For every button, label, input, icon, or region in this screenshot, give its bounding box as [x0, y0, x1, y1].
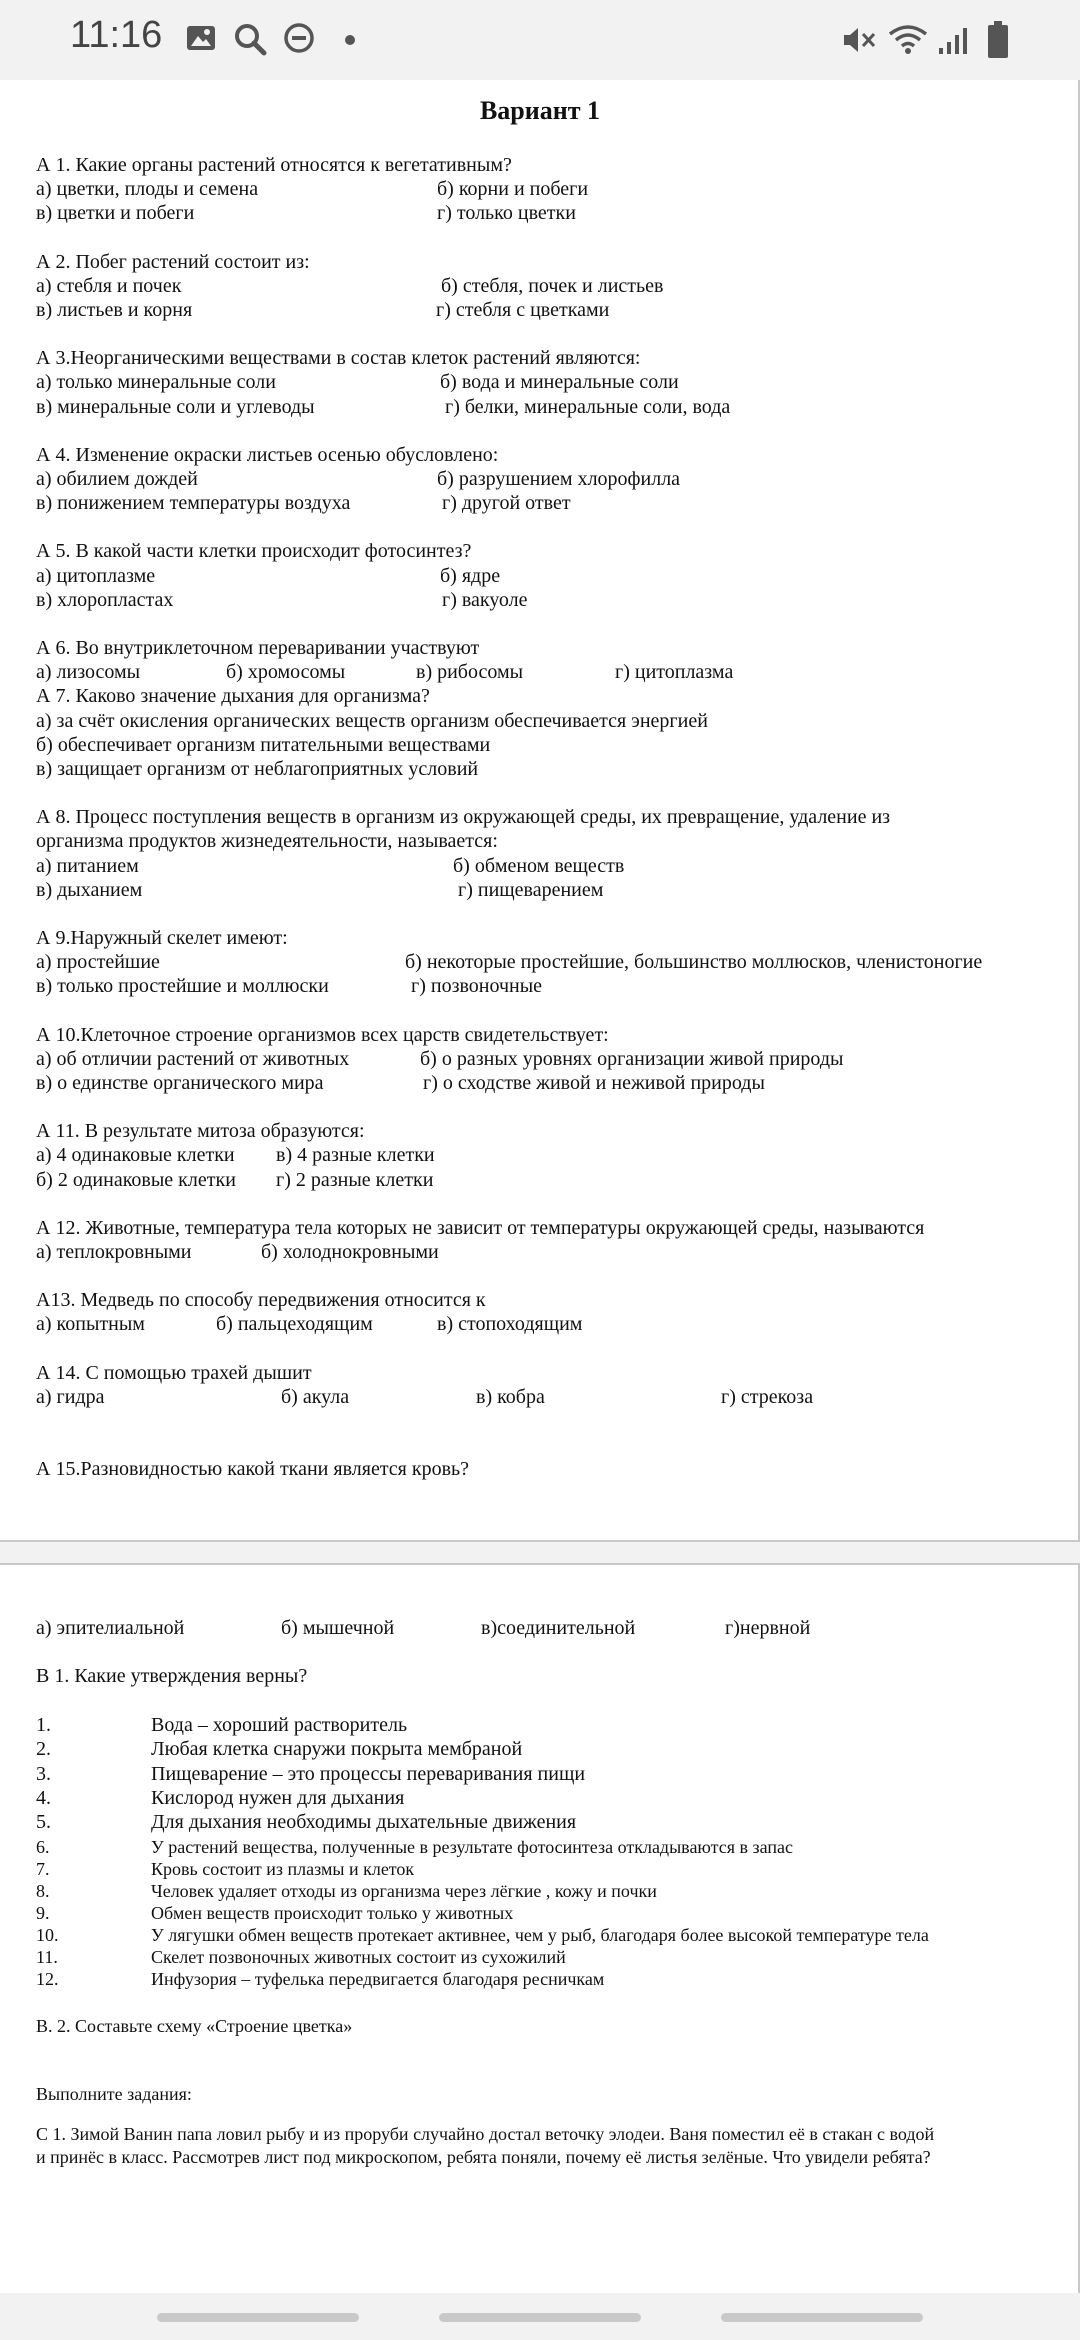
- a15-option-3: в)соединительной: [481, 1617, 636, 1639]
- b1-item-text: У растений вещества, полученные в результате фотосинтеза откладываются в запас: [151, 1837, 793, 1857]
- b1-item-number: 6.: [36, 1837, 50, 1857]
- a10-line-2-part-2: б) о разных уровнях организации живой природы: [420, 1048, 844, 1070]
- a10-line-3-part-1: в) о единстве органического мира: [36, 1072, 324, 1094]
- b1-item-text: Скелет позвоночных животных состоит из сухожилий: [151, 1947, 566, 1967]
- a9-line-1-part-1: А 9.Наружный скелет имеют:: [36, 927, 288, 949]
- a8-line-3-part-1: а) питанием: [36, 855, 139, 877]
- a8-line-3-part-2: б) обменом веществ: [453, 855, 625, 877]
- a12-line-2-part-1: а) теплокровными: [36, 1241, 192, 1263]
- a14-line-2-part-1: а) гидра: [36, 1386, 105, 1408]
- a9-line-2-part-1: а) простейшие: [36, 951, 160, 973]
- gallery-icon: [185, 22, 217, 59]
- a2-line-2-part-2: б) стебля, почек и листьев: [441, 275, 664, 297]
- a6-line-2-part-4: г) цитоплазма: [615, 661, 734, 683]
- a13-line-2-part-2: б) пальцеходящим: [216, 1313, 373, 1335]
- b1-title: В 1. Какие утверждения верны?: [36, 1665, 308, 1687]
- wifi-icon: [888, 22, 928, 61]
- a6-line-4-part-1: а) за счёт окисления органических веществ организм обеспечивается энергией: [36, 710, 708, 732]
- a14-line-1-part-1: А 14. С помощью трахей дышит: [36, 1362, 312, 1384]
- a8-line-4-part-1: в) дыханием: [36, 879, 143, 901]
- a2-line-3-part-2: г) стебля с цветками: [436, 299, 610, 321]
- a8-line-2-part-1: организма продуктов жизнедеятельности, называется:: [36, 830, 498, 852]
- b1-item-number: 11.: [36, 1947, 58, 1967]
- a3-line-2-part-2: б) вода и минеральные соли: [440, 371, 679, 393]
- a13-line-1-part-1: А13. Медведь по способу передвижения относится к: [36, 1289, 486, 1311]
- b1-item-number: 1.: [36, 1714, 51, 1736]
- a5-line-2-part-2: б) ядре: [440, 565, 501, 587]
- a13-line-2-part-1: а) копытным: [36, 1313, 145, 1335]
- a15-option-1: а) эпителиальной: [36, 1617, 185, 1639]
- a2-line-3-part-1: в) листьев и корня: [36, 299, 193, 321]
- a14-line-2-part-4: г) стрекоза: [721, 1386, 814, 1408]
- a1-line-3-part-1: в) цветки и побеги: [36, 202, 195, 224]
- tasks-heading: Выполните задания:: [36, 2084, 192, 2104]
- a11-line-1-part-1: А 11. В результате митоза образуются:: [36, 1120, 365, 1142]
- status-bar: [0, 0, 1080, 80]
- status-time: 11:16: [70, 14, 163, 56]
- a5-line-3-part-1: в) хлоропластах: [36, 589, 174, 611]
- a9-line-2-part-2: б) некоторые простейшие, большинство моллюсков, членистоногие: [405, 951, 983, 973]
- b1-item-text: Обмен веществ происходит только у животных: [151, 1903, 514, 1923]
- b1-item-number: 10.: [36, 1925, 59, 1945]
- a4-line-2-part-1: а) обилием дождей: [36, 468, 198, 490]
- a11-line-2-part-1: а) 4 одинаковые клетки: [36, 1144, 235, 1166]
- a10-line-1-part-1: А 10.Клеточное строение организмов всех царств свидетельствует:: [36, 1024, 609, 1046]
- b1-item-number: 4.: [36, 1787, 51, 1809]
- a15-option-4: г)нервной: [725, 1617, 811, 1639]
- a11-line-3-part-1: б) 2 одинаковые клетки: [36, 1169, 236, 1191]
- a11-line-2-part-2: в) 4 разные клетки: [276, 1144, 435, 1166]
- a12-line-1-part-1: А 12. Животные, температура тела которых не зависит от температуры окружающей среды, называются: [36, 1217, 925, 1239]
- a1-line-2-part-1: а) цветки, плоды и семена: [36, 178, 259, 200]
- a9-line-3-part-1: в) только простейшие и моллюски: [36, 975, 329, 997]
- a6-line-6-part-1: в) защищает организм от неблагоприятных условий: [36, 758, 479, 780]
- b1-item-number: 8.: [36, 1881, 50, 1901]
- b1-item-text: Инфузория – туфелька передвигается благодаря ресничкам: [151, 1969, 605, 1989]
- a6-line-2-part-3: в) рибосомы: [416, 661, 524, 683]
- b1-item-text: Человек удаляет отходы из организма через лёгкие , кожу и почки: [151, 1881, 657, 1901]
- search-icon: [233, 22, 267, 61]
- a14-line-2-part-3: в) кобра: [476, 1386, 545, 1408]
- a14-line-2-part-2: б) акула: [281, 1386, 350, 1408]
- b1-item-text: Кровь состоит из плазмы и клеток: [151, 1859, 415, 1879]
- battery-icon: [986, 20, 1010, 65]
- navigation-bar: [0, 2293, 1080, 2340]
- a15-line-1-part-1: А 15.Разновидностью какой ткани является кровь?: [36, 1458, 470, 1480]
- do-not-disturb-icon: [283, 22, 315, 59]
- a15-option-2: б) мышечной: [281, 1617, 395, 1639]
- b1-item-text: У лягушки обмен веществ протекает активнее, чем у рыб, благодаря более высокой температуре тела: [151, 1925, 929, 1945]
- b1-item-text: Вода – хороший растворитель: [151, 1714, 408, 1736]
- a12-line-2-part-2: б) холоднокровными: [261, 1241, 439, 1263]
- a6-line-2-part-2: б) хромосомы: [226, 661, 346, 683]
- nav-home-button[interactable]: [439, 2313, 641, 2322]
- a2-line-2-part-1: а) стебля и почек: [36, 275, 182, 297]
- a4-line-3-part-2: г) другой ответ: [442, 492, 571, 514]
- a3-line-3-part-1: в) минеральные соли и углеводы: [36, 396, 315, 418]
- a6-line-3-part-1: А 7. Каково значение дыхания для организма?: [36, 685, 430, 707]
- b1-item-number: 7.: [36, 1859, 50, 1879]
- a1-line-2-part-2: б) корни и побеги: [437, 178, 589, 200]
- b1-item-number: 12.: [36, 1969, 59, 1989]
- nav-recents-button[interactable]: [157, 2313, 359, 2322]
- a6-line-2-part-1: а) лизосомы: [36, 661, 141, 683]
- a10-line-3-part-2: г) о сходстве живой и неживой природы: [423, 1072, 765, 1094]
- signal-icon: [938, 26, 968, 61]
- b1-item-number: 9.: [36, 1903, 50, 1923]
- b1-item-number: 5.: [36, 1811, 51, 1833]
- a4-line-2-part-2: б) разрушением хлорофилла: [437, 468, 681, 490]
- variant-heading: Вариант 1: [479, 96, 601, 125]
- b1-item-number: 2.: [36, 1738, 51, 1760]
- a4-line-3-part-1: в) понижением температуры воздуха: [36, 492, 351, 514]
- a3-line-3-part-2: г) белки, минеральные соли, вода: [445, 396, 731, 418]
- b1-item-text: Пищеварение – это процессы переваривания пищи: [151, 1763, 586, 1785]
- c1-task-line-1: С 1. Зимой Ванин папа ловил рыбу и из проруби случайно достал веточку элодеи. Ваня поместил её в стакан с водой: [36, 2124, 935, 2144]
- a8-line-4-part-2: г) пищеварением: [458, 879, 604, 901]
- c1-task-line-2: и принёс в класс. Рассмотрев лист под микроскопом, ребята поняли, почему её листья зелёные. Что увидели ребята?: [36, 2147, 931, 2167]
- a13-line-2-part-3: в) стопоходящим: [437, 1313, 583, 1335]
- a8-line-1-part-1: А 8. Процесс поступления веществ в организм из окружающей среды, их превращение, удаление из: [36, 806, 891, 828]
- b2-task: В. 2. Составьте схему «Строение цветка»: [36, 2016, 353, 2036]
- a6-line-5-part-1: б) обеспечивает организм питательными веществами: [36, 734, 491, 756]
- a10-line-2-part-1: а) об отличии растений от животных: [36, 1048, 350, 1070]
- b1-item-text: Кислород нужен для дыхания: [151, 1787, 405, 1809]
- a2-line-1-part-1: А 2. Побег растений состоит из:: [36, 251, 310, 273]
- a1-line-3-part-2: г) только цветки: [437, 202, 576, 224]
- document-page-2: [0, 1563, 1080, 2295]
- a3-line-2-part-1: а) только минеральные соли: [36, 371, 276, 393]
- a1-line-1-part-1: А 1. Какие органы растений относятся к вегетативным?: [36, 154, 512, 176]
- a3-line-1-part-1: А 3.Неорганическими веществами в состав клеток растений являются:: [36, 347, 641, 369]
- a9-line-3-part-2: г) позвоночные: [411, 975, 543, 997]
- a5-line-3-part-2: г) вакуоле: [442, 589, 528, 611]
- more-notifications-dot-icon: [344, 33, 356, 51]
- b1-item-text: Любая клетка снаружи покрыта мембраной: [151, 1738, 523, 1760]
- mute-icon: [842, 24, 876, 61]
- a6-line-1-part-1: А 6. Во внутриклеточном переваривании участвуют: [36, 637, 480, 659]
- b1-item-text: Для дыхания необходимы дыхательные движения: [151, 1811, 577, 1833]
- a4-line-1-part-1: А 4. Изменение окраски листьев осенью обусловлено:: [36, 444, 499, 466]
- a11-line-3-part-2: г) 2 разные клетки: [276, 1169, 434, 1191]
- a5-line-2-part-1: а) цитоплазме: [36, 565, 156, 587]
- a5-line-1-part-1: А 5. В какой части клетки происходит фотосинтез?: [36, 540, 472, 562]
- nav-back-button[interactable]: [721, 2313, 923, 2322]
- b1-item-number: 3.: [36, 1763, 51, 1785]
